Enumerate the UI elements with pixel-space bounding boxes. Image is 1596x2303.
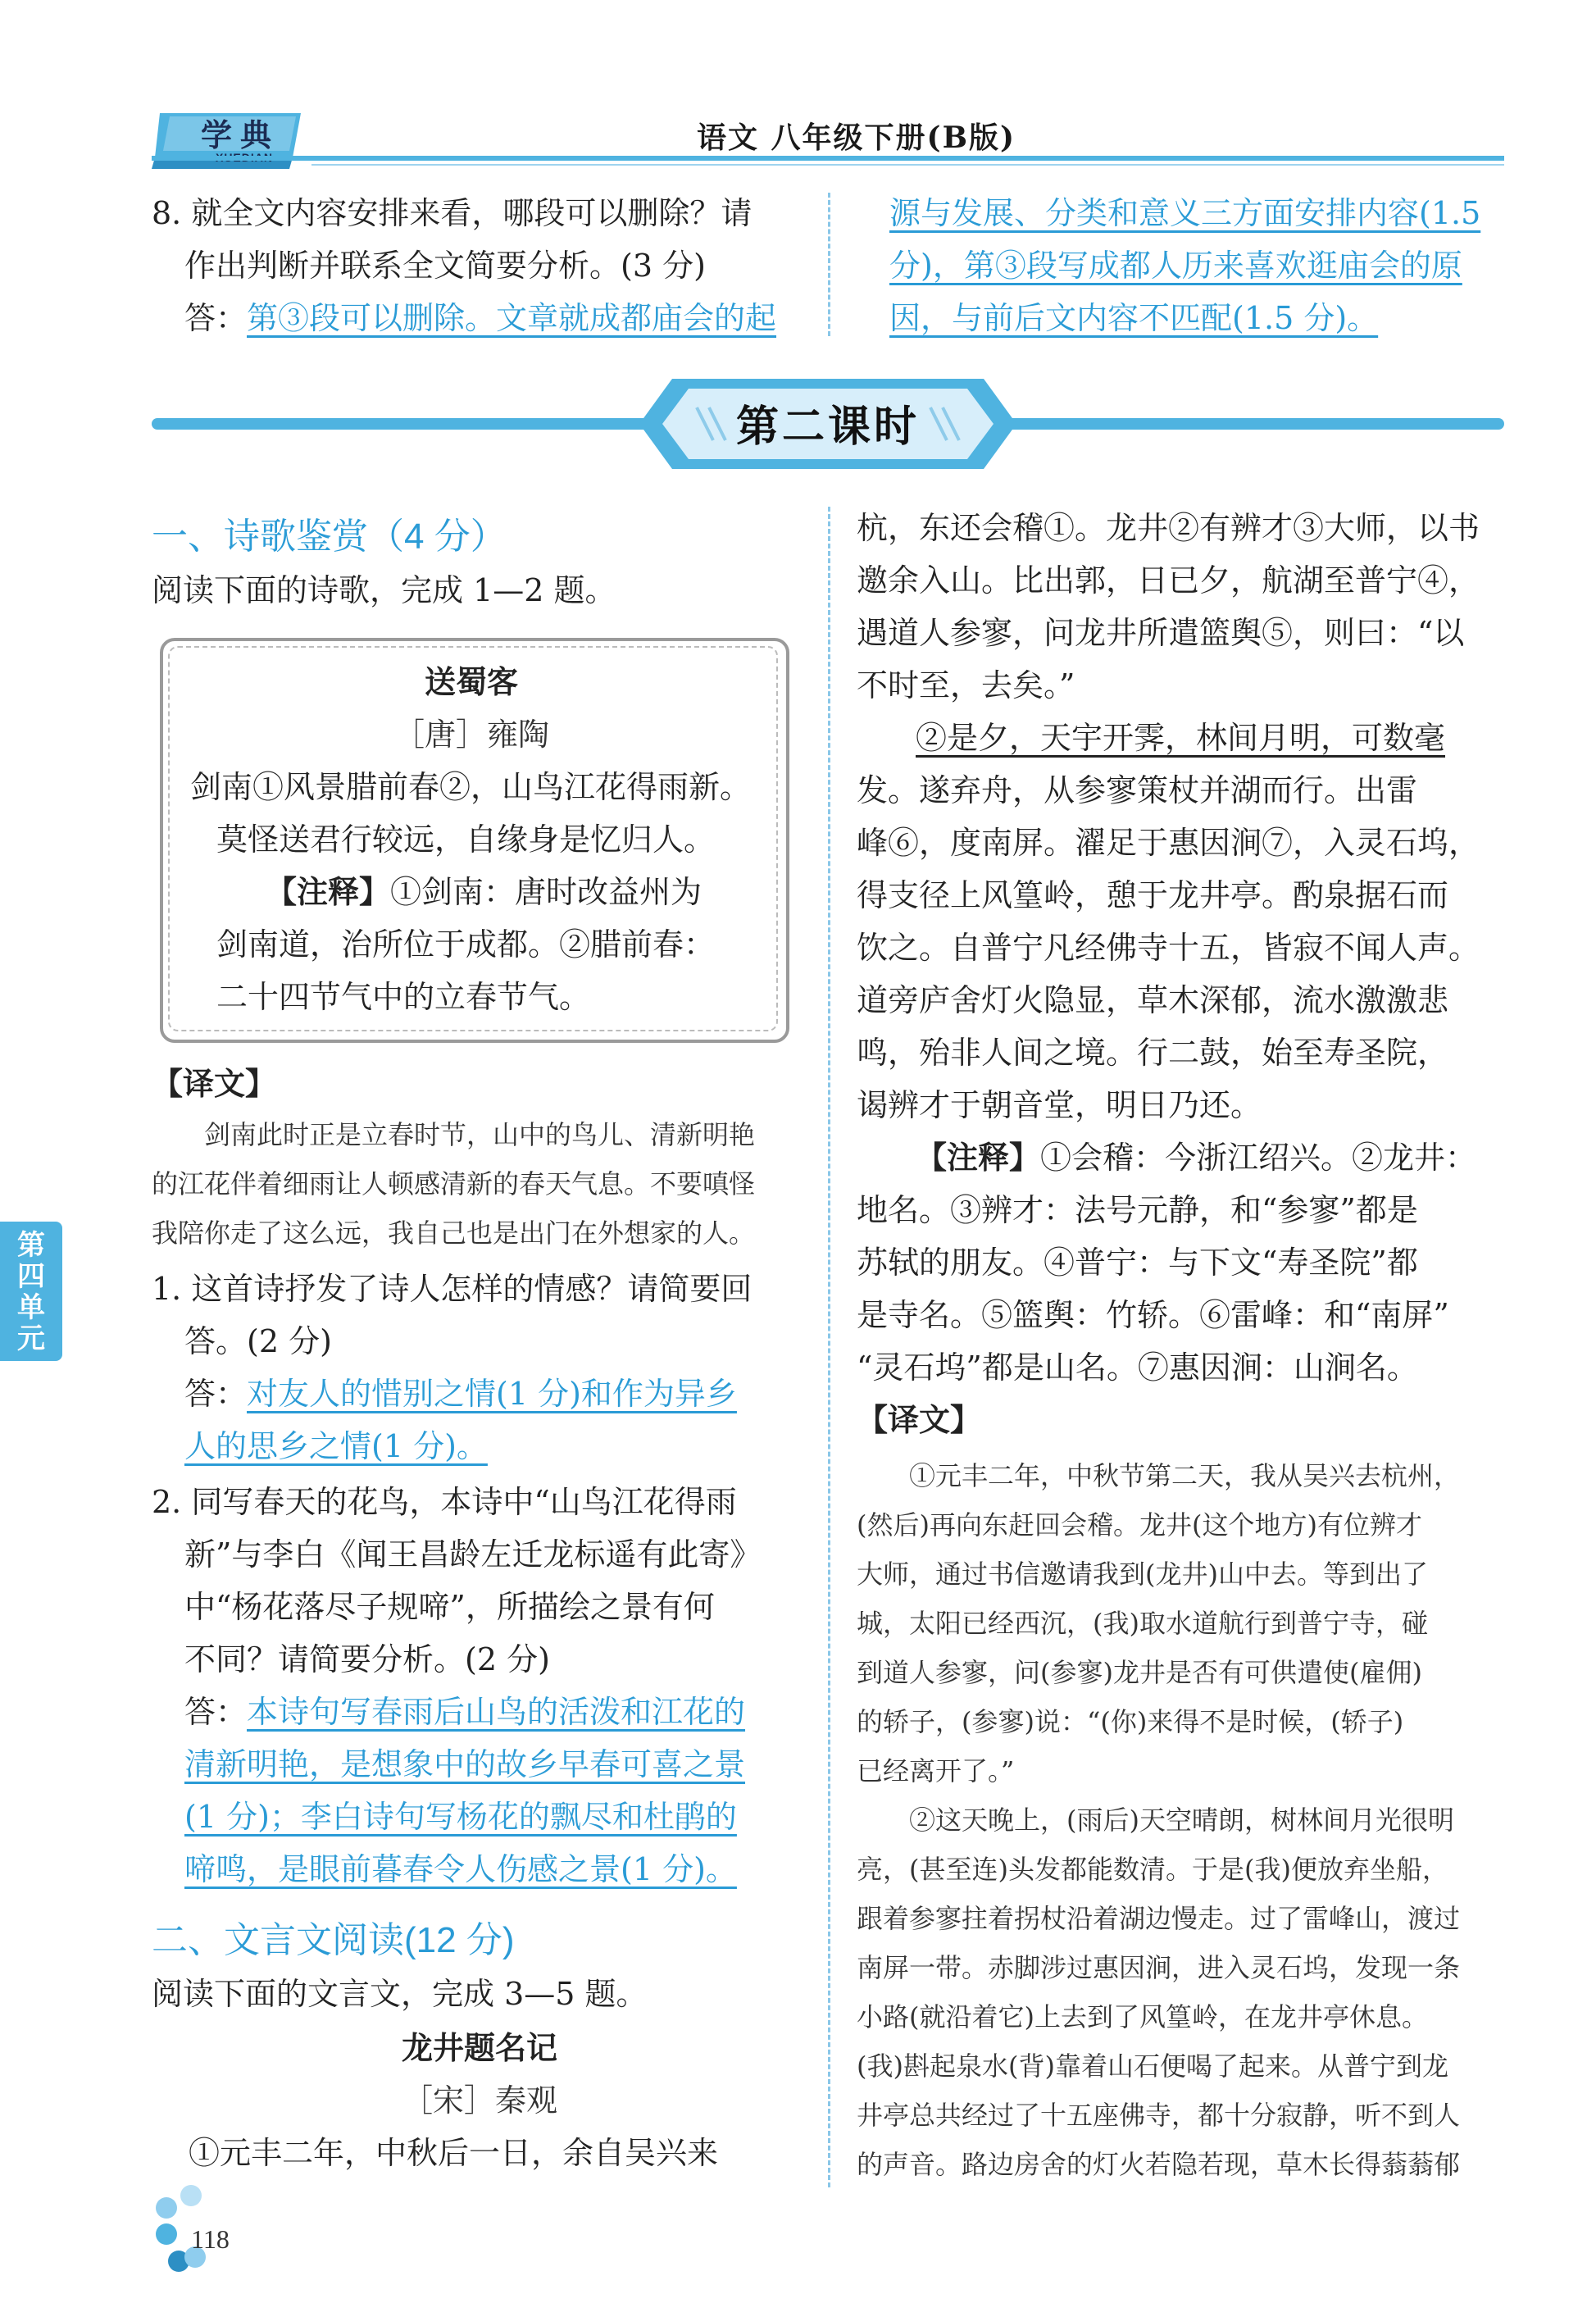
note-text-1: ①剑南：唐时改益州为 — [390, 874, 703, 910]
unit-side-tab-label: 第四单元 — [17, 1230, 45, 1354]
translation-line: 井亭总共经过了十五座佛寺，都十分寂静，听不到人 — [857, 2100, 1461, 2131]
translation-line: (然后)再向东赶回会稽。龙井(这个地方)有位辨才 — [857, 1509, 1422, 1541]
q8-line-2: 作出判断并联系全文简要分析。(3 分) — [184, 248, 706, 284]
q8-line-1: 8. 就全文内容安排来看，哪段可以删除？请 — [152, 195, 753, 231]
classical-line: 发。遂弃舟，从参寥策杖并湖而行。出雷 — [857, 772, 1418, 808]
classical-line: 不时至，去矣。” — [857, 667, 1075, 703]
note-text: “灵石坞”都是山名。⑦惠因涧：山涧名。 — [857, 1349, 1418, 1386]
translation-line: 亮，(甚至连)头发都能数清。于是(我)便放弃坐船， — [857, 1854, 1448, 1885]
translation-line: (我)斟起泉水(背)靠着山石便喝了起来。从普宁到龙 — [857, 2050, 1448, 2082]
q2-answer-text-3: (1 分)；李白诗句写杨花的飘尽和杜鹃的 — [184, 1799, 737, 1835]
poem-body — [190, 761, 780, 1023]
q2-line-3: 中“杨花落尽子规啼”，所描绘之景有何 — [184, 1589, 715, 1625]
question-2 — [152, 1476, 824, 1896]
classical-line-underlined-1 — [857, 712, 1512, 764]
classical-line: 饮之。自普宁凡经佛寺十五，皆寂不闻人声。 — [857, 930, 1480, 966]
poem-title — [168, 656, 775, 708]
translation-line-2: 的江花伴着细雨让人顿感清新的春天气息。不要嗔怪 — [152, 1168, 756, 1199]
poem-note-1 — [190, 866, 780, 918]
classical-line: 谒辨才于朝音堂，明日乃还。 — [857, 1087, 1262, 1123]
answer-prefix: 答： — [184, 1376, 248, 1412]
q8-answer-text-3: 分)，第③段写成都人历来喜欢逛庙会的原 — [889, 248, 1462, 284]
q1-line-1: 1. 这首诗抒发了诗人怎样的情感？请简要回 — [152, 1271, 753, 1307]
notes-line-1 — [857, 1131, 1512, 1184]
q8-question — [152, 187, 807, 344]
translation-line-1: 剑南此时正是立春时节，山中的鸟儿、清新明艳 — [204, 1119, 756, 1150]
translation-line: 小路(就沿着它)上去到了风篁岭，在龙井亭休息。 — [857, 2001, 1428, 2032]
translation-line: 城，太阳已经西沉，(我)取水道航行到普宁寺，碰 — [857, 1608, 1428, 1639]
section2-title: 二、文言文阅读(12 分) — [152, 1920, 515, 1960]
q2-answer-text-2: 清新明艳，是想象中的故乡早春可喜之景 — [184, 1746, 746, 1782]
translation-line-3: 我陪你走了这么远，我自己也是出门在外想家的人。 — [152, 1217, 756, 1249]
notes-label: 【注释】 — [916, 1140, 1041, 1176]
translation-line: ①元丰二年，中秋节第二天，我从吴兴去杭州， — [909, 1460, 1461, 1491]
note-text: 是寺名。⑤篮舆：竹轿。⑥雷峰：和“南屏” — [857, 1297, 1449, 1333]
column-divider — [828, 507, 830, 2187]
poem-translation — [152, 1110, 807, 1258]
translation-label-right: 【译文】 — [857, 1402, 982, 1438]
q2-line-4: 不同？请简要分析。(2 分) — [184, 1641, 550, 1677]
underlined-sentence: ②是夕，天宇开霁，林间月明，可数毫 — [916, 720, 1446, 756]
poem-line-2: 莫怪送君行较远，自缘身是忆归人。 — [216, 822, 716, 858]
q8-answer-text-2: 源与发展、分类和意义三方面安排内容(1.5 — [889, 195, 1481, 231]
translation-label: 【译文】 — [152, 1066, 277, 1102]
q8-answer-text-1: 第③段可以删除。文章就成都庙会的起 — [247, 300, 777, 336]
note-label: 【注释】 — [266, 874, 391, 910]
section2-instruction: 阅读下面的文言文，完成 3—5 题。 — [152, 1976, 648, 2012]
classical-text-first-line: ①元丰二年，中秋后一日，余自吴兴来 — [189, 2135, 719, 2171]
note-text: ①会稽：今浙江绍兴。②龙井： — [1040, 1140, 1477, 1176]
q2-line-2: 新”与李白《闻王昌龄左迁龙标遥有此寄》 — [184, 1536, 762, 1573]
translation-line: 大师，通过书信邀请我到(龙井)山中去。等到出了 — [857, 1559, 1428, 1590]
note-text: 苏轼的朋友。④普宁：与下文“寿圣院”都 — [857, 1245, 1418, 1281]
translation-line: 跟着参寥拄着拐杖沿着湖边慢走。过了雷峰山，渡过 — [857, 1903, 1461, 1934]
translation-line: 的声音。路边房舍的灯火若隐若现，草木长得蓊蓊郁 — [857, 2149, 1461, 2180]
poem-author: ［唐］雍陶 — [393, 717, 549, 753]
poem-title-text: 送蜀客 — [424, 664, 518, 700]
translation-line: 到道人参寥，问(参寥)龙井是否有可供遣使(雇佣) — [857, 1657, 1422, 1688]
logo — [152, 108, 307, 175]
classical-line: 峰⑥，度南屏。濯足于惠因涧⑦，入灵石坞， — [857, 825, 1480, 861]
q2-line-1: 2. 同写春天的花鸟，本诗中“山鸟江花得雨 — [152, 1484, 737, 1520]
lesson-title: 第二课时 — [735, 403, 920, 452]
q8-answer-continued — [889, 187, 1512, 344]
answer-prefix: 答： — [184, 1694, 248, 1730]
q8-answer-text-4: 因，与前后文内容不匹配(1.5 分)。 — [889, 300, 1379, 336]
question-1 — [152, 1263, 824, 1472]
book-title: 语文 八年级下册(B版) — [697, 121, 1016, 155]
q2-answer-text-4: 啼鸣，是眼前暮春令人伤感之景(1 分)。 — [184, 1851, 737, 1887]
section1-title: 一、诗歌鉴赏（4 分） — [152, 517, 507, 557]
q2-answer-text-1: 本诗句写春雨后山鸟的活泼和江花的 — [247, 1694, 746, 1730]
classical-line: 得支径上风篁岭，憩于龙井亭。酌泉据石而 — [857, 877, 1449, 913]
classical-line: 道旁庐舍灯火隐显，草木深郁，流水激激悲 — [857, 982, 1449, 1018]
q1-line-2: 答。(2 分) — [184, 1323, 332, 1359]
translation-line: 南屏一带。赤脚涉过惠因涧，进入灵石坞，发现一条 — [857, 1952, 1461, 1983]
classical-line: 邀余入山。比出郭，日已夕，航湖至普宁④， — [857, 562, 1480, 599]
q2-answer-line-1 — [152, 1686, 824, 1738]
translation-line: 已经离开了。” — [857, 1755, 1015, 1786]
poem-note-2: 剑南道，治所位于成都。②腊前春： — [216, 926, 716, 963]
poem-line-1: 剑南①风景腊前春②，山鸟江花得雨新。 — [190, 769, 752, 805]
column-divider-top — [828, 193, 830, 336]
translation-line: ②这天晚上，(雨后)天空晴朗，树林间月光很明 — [909, 1805, 1454, 1836]
classical-text-title: 龙井题名记 — [401, 2030, 557, 2066]
classical-line: 杭，东还会稽①。龙井②有辨才③大师，以书 — [857, 510, 1480, 546]
classical-translation — [857, 1451, 1512, 2189]
page-number: 118 — [191, 2224, 230, 2254]
classical-text-body — [857, 502, 1512, 1446]
q1-answer-text-1: 对友人的惜别之情(1 分)和作为异乡 — [247, 1376, 737, 1412]
q1-answer-line-1 — [152, 1368, 824, 1420]
classical-line-underlined-2 — [857, 764, 1512, 817]
answer-prefix: 答： — [184, 300, 248, 336]
classical-line: 遇道人参寥，问龙井所遣篮舆⑤，则曰：“以 — [857, 615, 1465, 651]
q1-answer-text-2: 人的思乡之情(1 分)。 — [184, 1428, 488, 1464]
classical-line: 鸣，殆非人间之境。行二鼓，始至寿圣院， — [857, 1035, 1449, 1071]
q8-answer-line-1 — [152, 292, 807, 344]
classical-text-author: ［宋］秦观 — [401, 2082, 557, 2119]
logo-text: 学典 — [200, 116, 280, 153]
header-divider — [152, 156, 1504, 161]
translation-line: 的轿子，(参寥)说：“(你)来得不是时候，(轿子) — [857, 1706, 1404, 1737]
header-divider-thin — [311, 164, 1504, 166]
section1-instruction: 阅读下面的诗歌，完成 1—2 题。 — [152, 572, 616, 608]
poem-note-3: 二十四节气中的立春节气。 — [216, 979, 591, 1015]
note-text: 地名。③辨才：法号元静，和“参寥”都是 — [857, 1192, 1418, 1228]
